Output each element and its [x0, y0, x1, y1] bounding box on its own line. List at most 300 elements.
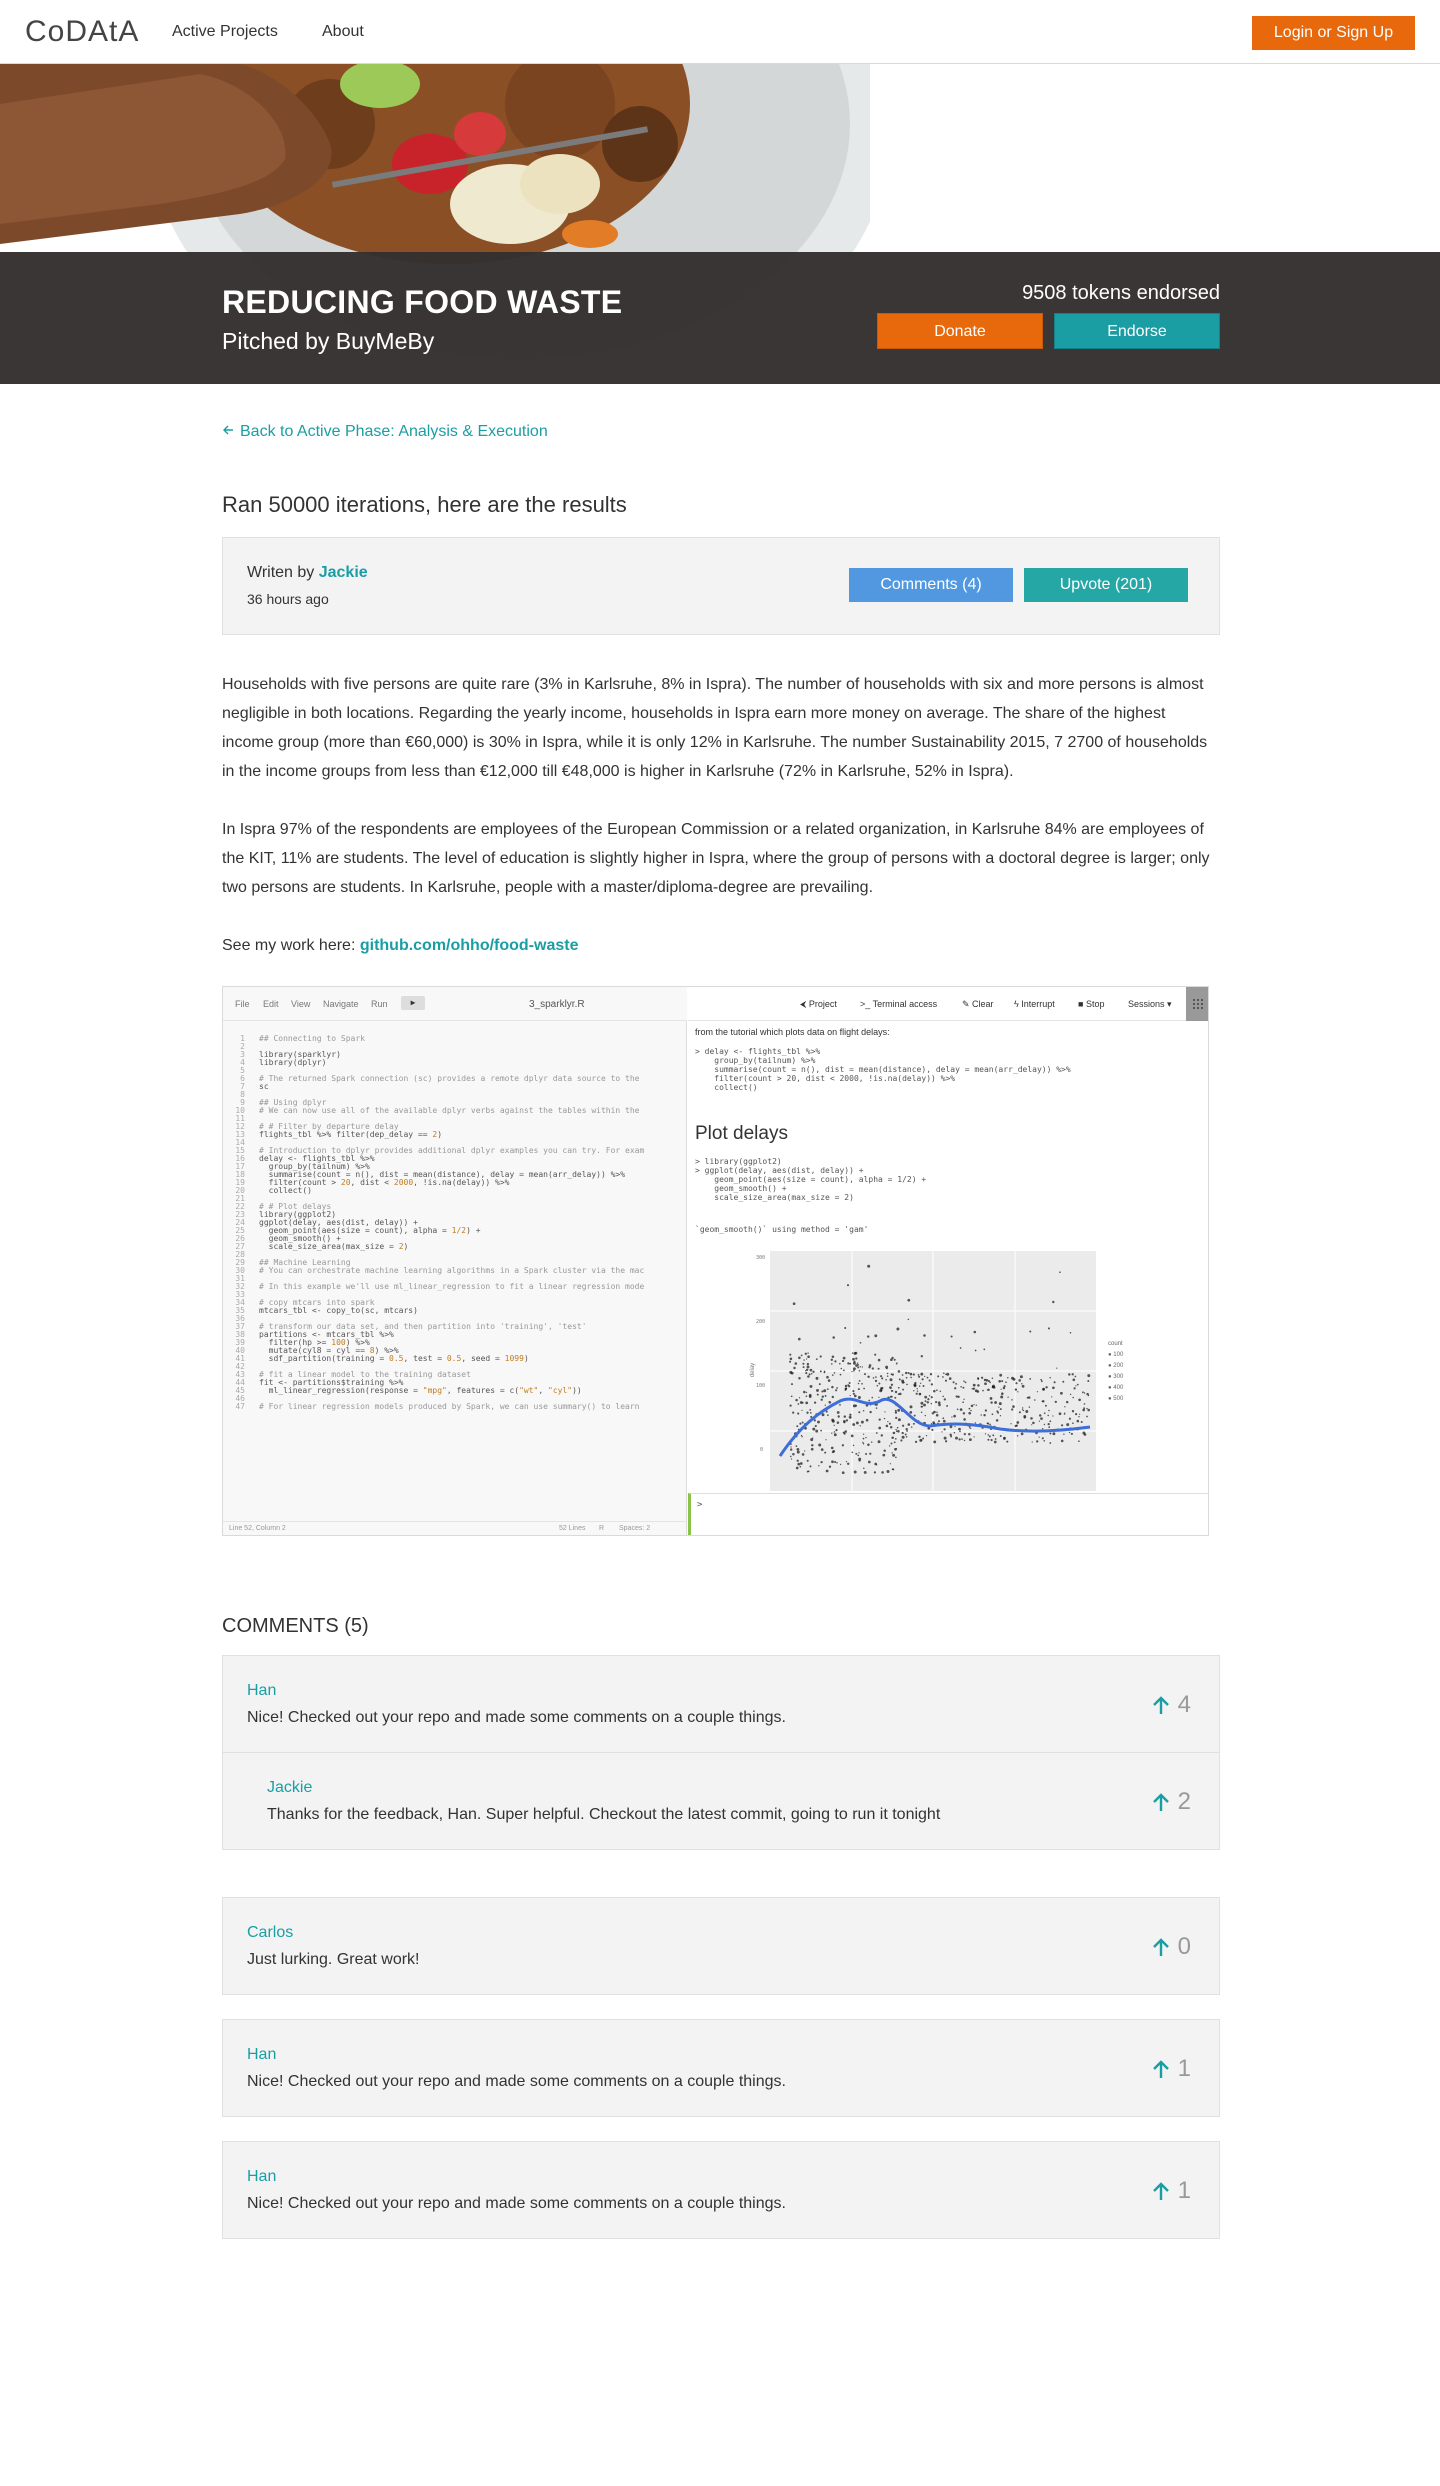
- scatter-dot: [1030, 1417, 1033, 1420]
- upvote-arrow-icon[interactable]: [1152, 1792, 1170, 1812]
- scatter-dot: [809, 1373, 811, 1375]
- scatter-dot: [795, 1362, 798, 1365]
- scatter-dot: [857, 1363, 858, 1364]
- scatter-dot: [884, 1411, 885, 1412]
- scatter-dot: [853, 1370, 855, 1372]
- scatter-dot: [826, 1376, 829, 1379]
- scatter-dot: [1025, 1410, 1028, 1413]
- scatter-dot: [1084, 1392, 1085, 1393]
- scatter-dot: [843, 1420, 846, 1423]
- scatter-dot: [832, 1450, 835, 1453]
- scatter-dot: [831, 1447, 834, 1450]
- scatter-dot: [855, 1405, 857, 1407]
- scatter-dot: [919, 1393, 922, 1396]
- scatter-dot: [906, 1377, 908, 1379]
- scatter-dot: [906, 1430, 908, 1432]
- scatter-dot: [824, 1452, 826, 1454]
- scatter-dot: [887, 1373, 888, 1374]
- scatter-dot: [802, 1363, 804, 1365]
- scatter-dot: [876, 1432, 878, 1434]
- scatter-dot: [821, 1390, 823, 1392]
- codata-logo[interactable]: CoDAtA: [25, 15, 140, 48]
- see-work-label: See my work here:: [222, 937, 356, 954]
- scatter-dot: [831, 1386, 833, 1388]
- scatter-dot: [839, 1404, 841, 1406]
- scatter-dot: [803, 1359, 805, 1361]
- scatter-dot: [865, 1453, 867, 1455]
- back-to-phase-link[interactable]: [222, 423, 548, 441]
- scatter-dot: [863, 1410, 865, 1412]
- scatter-dot: [1072, 1378, 1075, 1381]
- scatter-dot: [810, 1369, 813, 1372]
- scatter-dot: [1086, 1408, 1087, 1409]
- scatter-dot: [801, 1355, 803, 1357]
- written-by-label: Writen by: [247, 564, 315, 581]
- scatter-dot: [913, 1423, 915, 1425]
- scatter-dot: [1011, 1408, 1013, 1410]
- scatter-dot: [791, 1372, 794, 1375]
- project-title: REDUCING FOOD WASTE: [222, 284, 623, 320]
- scatter-dot: [1001, 1380, 1003, 1382]
- scatter-dot: [925, 1415, 926, 1416]
- comment-author[interactable]: Han: [247, 1682, 277, 1699]
- scatter-dot: [792, 1412, 794, 1414]
- scatter-dot: [853, 1361, 855, 1363]
- scatter-dot: [1042, 1400, 1044, 1402]
- scatter-dot: [805, 1353, 807, 1355]
- comment-vote-count: 0: [1177, 1933, 1191, 1960]
- scatter-dot: [959, 1431, 961, 1433]
- scatter-dot: [999, 1402, 1002, 1405]
- comment-card: [222, 1897, 1220, 1995]
- upvote-button[interactable]: Upvote (201): [1024, 568, 1188, 602]
- scatter-dot: [1042, 1428, 1043, 1429]
- scatter-dot: [1042, 1437, 1044, 1439]
- scatter-dot: [916, 1393, 918, 1395]
- scatter-dot: [797, 1451, 800, 1454]
- scatter-dot: [860, 1342, 862, 1344]
- hero-info-band: [0, 252, 1440, 384]
- scatter-dot: [1021, 1383, 1023, 1385]
- upvote-arrow-icon[interactable]: [1152, 1937, 1170, 1957]
- scatter-dot: [942, 1376, 944, 1378]
- scatter-dot: [868, 1461, 871, 1464]
- scatter-dot: [963, 1380, 965, 1382]
- comment-author[interactable]: Carlos: [247, 1924, 294, 1941]
- scatter-dot: [900, 1439, 902, 1441]
- scatter-dot: [902, 1389, 904, 1391]
- scatter-dot: [960, 1347, 962, 1349]
- scatter-dot: [859, 1460, 861, 1462]
- scatter-dot: [885, 1366, 888, 1369]
- upvote-arrow-icon[interactable]: [1152, 2181, 1170, 2201]
- scatter-dot: [975, 1389, 978, 1392]
- scatter-dot: [895, 1411, 897, 1413]
- scatter-dot: [1072, 1422, 1074, 1424]
- scatter-dot: [1015, 1388, 1017, 1390]
- scatter-dot: [907, 1299, 910, 1302]
- scatter-dot: [998, 1380, 1001, 1383]
- scatter-dot: [927, 1398, 929, 1400]
- scatter-dot: [840, 1464, 841, 1465]
- scatter-dot: [889, 1386, 892, 1389]
- scatter-dot: [1087, 1380, 1089, 1382]
- console-input[interactable]: [688, 1493, 1209, 1536]
- scatter-dot: [1051, 1396, 1052, 1397]
- comment-vote-count: 1: [1177, 2177, 1191, 2204]
- scatter-dot: [857, 1366, 859, 1368]
- scatter-dot: [894, 1397, 896, 1399]
- post-author-link[interactable]: Jackie: [318, 564, 368, 581]
- scatter-dot: [1072, 1397, 1074, 1399]
- scatter-dot: [975, 1350, 977, 1352]
- scatter-dot: [895, 1391, 897, 1393]
- scatter-dot: [1049, 1420, 1051, 1422]
- scatter-dot: [1063, 1433, 1064, 1434]
- scatter-dot: [923, 1385, 925, 1387]
- repo-link[interactable]: github.com/ohho/food-waste: [359, 937, 579, 954]
- scatter-dot: [1022, 1409, 1023, 1410]
- scatter-dot: [832, 1396, 834, 1398]
- terminal-tool: >_ Terminal access: [860, 999, 938, 1009]
- scatter-dot: [960, 1386, 962, 1388]
- scatter-dot: [807, 1375, 810, 1378]
- scatter-dot: [1056, 1367, 1057, 1368]
- scatter-dot: [990, 1397, 993, 1400]
- scatter-dot: [1061, 1424, 1063, 1426]
- scatter-dot: [919, 1385, 920, 1386]
- scatter-dot: [850, 1395, 851, 1396]
- scatter-dot: [898, 1418, 901, 1421]
- clear-tool: ✎ Clear: [962, 999, 994, 1009]
- scatter-dot: [1074, 1387, 1076, 1389]
- comment-card: [222, 2019, 1220, 2117]
- scatter-dot: [919, 1439, 922, 1442]
- scatter-dot: [923, 1334, 926, 1337]
- scatter-dot: [1036, 1440, 1038, 1442]
- scatter-dot: [867, 1265, 870, 1268]
- scatter-dot: [960, 1408, 963, 1411]
- scatter-dot: [892, 1454, 895, 1457]
- scatter-dot: [943, 1420, 946, 1423]
- scatter-dot: [1064, 1412, 1065, 1413]
- scatter-dot: [927, 1377, 929, 1379]
- code-editor-pane: [223, 987, 687, 1536]
- scatter-dot: [1066, 1401, 1068, 1403]
- scatter-dot: [1007, 1397, 1008, 1398]
- scatter-dot: [875, 1376, 877, 1378]
- scatter-dot: [955, 1383, 957, 1385]
- scatter-dot: [878, 1368, 880, 1370]
- scatter-dot: [970, 1410, 972, 1412]
- scatter-dot: [976, 1405, 977, 1406]
- scatter-dot: [1071, 1433, 1073, 1435]
- scatter-dot: [1027, 1397, 1029, 1399]
- scatter-dot: [825, 1405, 826, 1406]
- comment-vote-count: 2: [1177, 1788, 1191, 1815]
- scatter-dot: [851, 1451, 853, 1453]
- scatter-dot: [803, 1366, 805, 1368]
- scatter-dot: [1088, 1395, 1089, 1396]
- scatter-dot: [1041, 1380, 1043, 1382]
- scatter-dot: [1022, 1385, 1025, 1388]
- project-tool-label: Project: [808, 999, 837, 1009]
- scatter-dot: [880, 1375, 882, 1377]
- scatter-dot: [798, 1377, 801, 1380]
- scatter-dot: [963, 1399, 964, 1400]
- scatter-dot: [992, 1378, 994, 1380]
- scatter-dot: [867, 1376, 869, 1378]
- comment-author[interactable]: Jackie: [267, 1779, 313, 1796]
- scatter-dot: [1052, 1301, 1054, 1303]
- scatter-dot: [1015, 1425, 1017, 1427]
- comment-author[interactable]: Han: [247, 2168, 277, 2185]
- scatter-dot: [790, 1446, 791, 1447]
- comment-text: Nice! Checked out your repo and made some comments on a couple things.: [247, 2195, 786, 2212]
- scatter-dot: [958, 1438, 960, 1440]
- menu-run: Run: [371, 999, 388, 1009]
- scatter-dot: [790, 1456, 792, 1458]
- back-link-label: Back to Active Phase: Analysis & Execution: [240, 423, 548, 440]
- scatter-dot: [810, 1412, 812, 1414]
- scatter-dot: [932, 1412, 934, 1414]
- scatter-dot: [795, 1399, 798, 1402]
- scatter-dot: [832, 1374, 834, 1376]
- scatter-dot: [1010, 1423, 1011, 1424]
- endorse-button[interactable]: Endorse: [1054, 313, 1220, 349]
- scatter-dot: [866, 1419, 869, 1422]
- nav-about[interactable]: About: [322, 23, 364, 40]
- comment-vote: [1152, 1789, 1191, 1815]
- scatter-dot: [922, 1438, 924, 1440]
- scatter-dot: [1052, 1432, 1055, 1435]
- scatter-dot: [922, 1378, 924, 1380]
- scatter-dot: [807, 1460, 809, 1462]
- scatter-dot: [929, 1379, 931, 1381]
- scatter-dot: [890, 1426, 892, 1428]
- scatter-dot: [805, 1372, 807, 1374]
- scatter-dot: [867, 1335, 869, 1337]
- scatter-dot: [931, 1383, 933, 1385]
- interrupt-tool: ϟ Interrupt: [1014, 999, 1055, 1009]
- scatter-dot: [896, 1328, 899, 1331]
- plot-y-tick: 100: [756, 1383, 766, 1389]
- scatter-dot: [946, 1405, 948, 1407]
- scatter-dot: [1034, 1399, 1036, 1401]
- scatter-dot: [841, 1368, 843, 1370]
- scatter-dot: [844, 1433, 846, 1435]
- scatter-dot: [798, 1403, 800, 1405]
- scatter-dot: [816, 1389, 819, 1392]
- nav-active-projects[interactable]: Active Projects: [172, 23, 278, 40]
- scatter-dot: [943, 1372, 945, 1374]
- scatter-dot: [895, 1438, 897, 1440]
- scatter-dot: [810, 1416, 812, 1418]
- scatter-dot: [1016, 1421, 1019, 1424]
- comment-author[interactable]: Han: [247, 2046, 277, 2063]
- legend-value: 100: [1113, 1352, 1124, 1358]
- scatter-dot: [1077, 1384, 1079, 1386]
- scatter-dot: [828, 1401, 831, 1404]
- scatter-dot: [887, 1470, 890, 1473]
- scatter-dot: [806, 1358, 807, 1359]
- scatter-dot: [933, 1390, 936, 1393]
- scatter-dot: [1075, 1413, 1077, 1415]
- upvote-arrow-icon[interactable]: [1152, 1695, 1170, 1715]
- scatter-dot: [938, 1401, 941, 1404]
- written-by: [247, 564, 368, 582]
- scatter-dot: [908, 1372, 910, 1374]
- scatter-dot: [894, 1441, 896, 1443]
- scatter-dot: [805, 1402, 808, 1405]
- scatter-plot: [770, 1251, 1096, 1491]
- scatter-dot: [806, 1392, 807, 1393]
- smooth-note: `geom_smooth()` using method = 'gam': [695, 1225, 869, 1234]
- scatter-dot: [822, 1413, 825, 1416]
- scatter-dot: [859, 1380, 861, 1382]
- legend-value: 200: [1113, 1363, 1124, 1369]
- scatter-dot: [938, 1420, 940, 1422]
- scatter-dot: [791, 1458, 792, 1459]
- scatter-dot: [857, 1455, 859, 1457]
- scatter-dot: [879, 1389, 882, 1392]
- scatter-dot: [910, 1377, 912, 1379]
- see-work-line: [222, 936, 578, 956]
- scatter-dot: [868, 1400, 870, 1402]
- scatter-dot: [793, 1367, 795, 1369]
- scatter-dot: [887, 1375, 889, 1377]
- scatter-dot: [918, 1374, 920, 1376]
- scatter-dot: [809, 1409, 811, 1411]
- scatter-dot: [1070, 1394, 1071, 1395]
- scatter-dot: [946, 1373, 949, 1376]
- scatter-dot: [1078, 1416, 1079, 1417]
- legend-entry: ● 400: [1108, 1385, 1124, 1391]
- scatter-dot: [807, 1363, 809, 1365]
- scatter-dot: [980, 1414, 981, 1415]
- scatter-dot: [926, 1435, 927, 1436]
- scatter-dot: [880, 1387, 882, 1389]
- scatter-dot: [972, 1388, 974, 1390]
- comments-button[interactable]: Comments (4): [849, 568, 1013, 602]
- scatter-dot: [1052, 1387, 1055, 1390]
- scatter-dot: [1048, 1327, 1050, 1329]
- scatter-dot: [906, 1384, 908, 1386]
- scatter-dot: [927, 1401, 929, 1403]
- scatter-dot: [858, 1396, 861, 1399]
- scatter-dot: [806, 1395, 808, 1397]
- scatter-dot: [811, 1444, 813, 1446]
- scatter-dot: [861, 1421, 864, 1424]
- scatter-dot: [796, 1445, 798, 1447]
- scatter-dot: [970, 1428, 971, 1429]
- scatter-dot: [892, 1373, 894, 1375]
- scatter-dot: [874, 1354, 876, 1356]
- scatter-dot: [853, 1445, 855, 1447]
- scatter-dot: [890, 1378, 893, 1381]
- scatter-dot: [810, 1385, 813, 1388]
- scatter-dot: [1032, 1422, 1035, 1425]
- scatter-dot: [789, 1361, 791, 1363]
- scatter-dot: [899, 1393, 902, 1396]
- scatter-dot: [804, 1450, 805, 1451]
- scatter-dot: [973, 1404, 974, 1405]
- scatter-dot: [902, 1436, 905, 1439]
- scatter-dot: [1040, 1417, 1043, 1420]
- scatter-dot: [848, 1385, 850, 1387]
- scatter-dot: [852, 1390, 854, 1392]
- scatter-dot: [1012, 1405, 1015, 1408]
- scatter-dot: [827, 1414, 829, 1416]
- scatter-dot: [885, 1379, 887, 1381]
- grid-icon: [1186, 987, 1209, 1021]
- comment-vote-count: 4: [1177, 1691, 1191, 1718]
- scatter-dot: [846, 1419, 848, 1421]
- scatter-dot: [908, 1319, 910, 1321]
- scatter-dot: [800, 1466, 802, 1468]
- scatter-dot: [1068, 1373, 1070, 1375]
- scatter-dot: [834, 1433, 837, 1436]
- scatter-dot: [859, 1370, 861, 1372]
- scatter-dot: [820, 1430, 822, 1432]
- comment-vote: [1152, 2056, 1191, 2082]
- scatter-dot: [893, 1432, 896, 1435]
- scatter-dot: [953, 1415, 956, 1418]
- stop-tool: ■ Stop: [1078, 999, 1105, 1009]
- scatter-dot: [964, 1440, 965, 1441]
- scatter-dot: [855, 1453, 857, 1455]
- scatter-dot: [790, 1358, 793, 1361]
- scatter-dot: [903, 1382, 905, 1384]
- scatter-dot: [849, 1416, 852, 1419]
- scatter-dot: [837, 1421, 840, 1424]
- scatter-dot: [910, 1405, 913, 1408]
- scatter-dot: [1082, 1432, 1085, 1435]
- run-play-icon: ▶: [401, 996, 425, 1010]
- login-signup-button[interactable]: Login or Sign Up: [1252, 16, 1415, 50]
- scatter-dot: [1049, 1442, 1051, 1444]
- scatter-dot: [973, 1384, 976, 1387]
- scatter-dot: [793, 1302, 796, 1305]
- legend-value: 300: [1113, 1374, 1124, 1380]
- upvote-arrow-icon[interactable]: [1152, 2059, 1170, 2079]
- scatter-dot: [847, 1284, 849, 1286]
- scatter-dot: [949, 1434, 951, 1436]
- scatter-dot: [954, 1426, 955, 1427]
- scatter-dot: [820, 1370, 822, 1372]
- scatter-dot: [832, 1356, 835, 1359]
- comment-vote: [1152, 2178, 1191, 2204]
- scatter-dot: [1054, 1381, 1056, 1383]
- scatter-dot: [843, 1370, 845, 1372]
- donate-button[interactable]: Donate: [877, 313, 1043, 349]
- scatter-dot: [1062, 1381, 1064, 1383]
- scatter-dot: [940, 1390, 942, 1392]
- scatter-dot: [836, 1387, 838, 1389]
- scatter-dot: [1017, 1435, 1018, 1436]
- scatter-dot: [1069, 1418, 1071, 1420]
- post-author-box: [222, 537, 1220, 635]
- scatter-dot: [874, 1471, 876, 1473]
- scatter-dot: [918, 1436, 920, 1438]
- scatter-dot: [894, 1448, 897, 1451]
- scatter-dot: [897, 1427, 899, 1429]
- editor-menubar: [223, 987, 687, 1021]
- scatter-dot: [917, 1388, 918, 1389]
- scatter-dot: [1029, 1406, 1030, 1407]
- scatter-dot: [834, 1461, 836, 1463]
- scatter-dot: [895, 1410, 897, 1412]
